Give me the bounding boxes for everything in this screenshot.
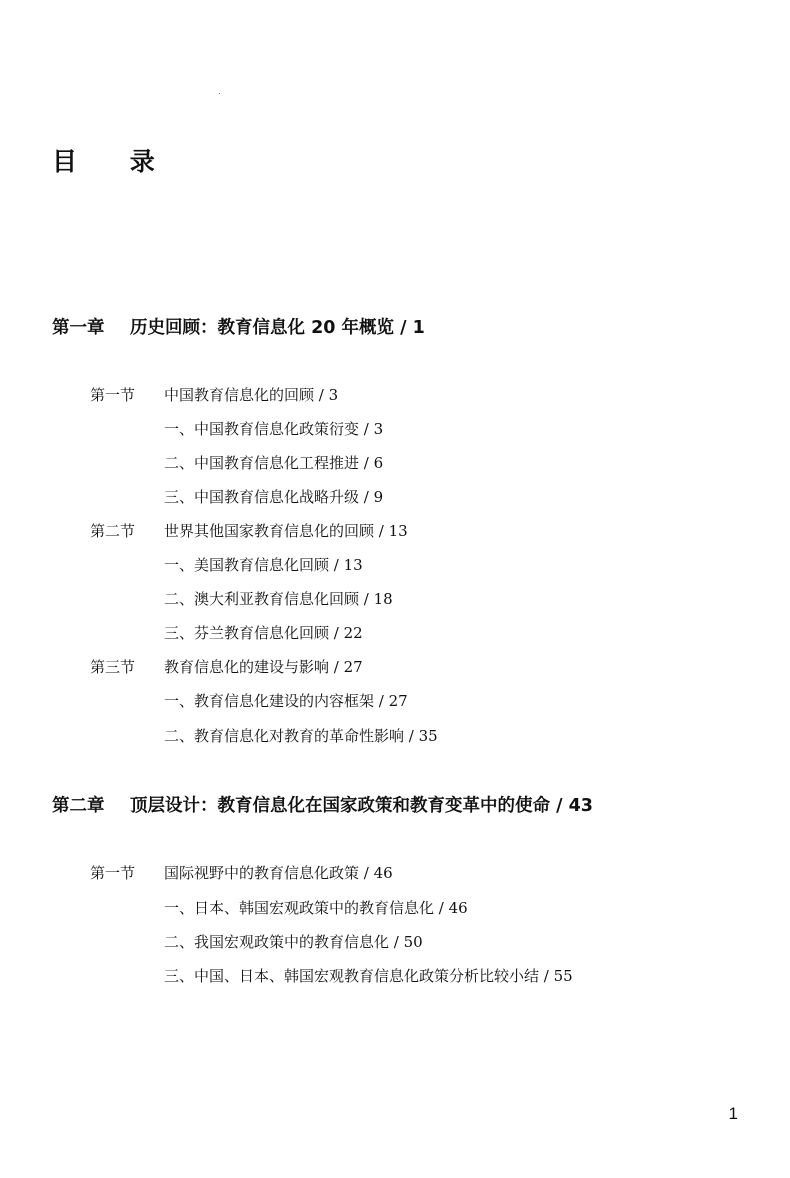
section-heading [90, 862, 393, 884]
scan-speck [219, 93, 220, 94]
section-number: 第一节 [90, 386, 136, 404]
section-heading [90, 384, 338, 406]
chapter-title: 历史回顾：教育信息化 20 年概览 / 1 [130, 318, 425, 338]
page-title: 目 录 [52, 147, 177, 176]
toc-item: 二、澳大利亚教育信息化回顾 / 18 [164, 590, 393, 608]
toc-item: 一、中国教育信息化政策衍变 / 3 [164, 420, 384, 438]
section-title: 国际视野中的教育信息化政策 / 46 [164, 864, 393, 882]
section-number: 第二节 [90, 522, 136, 540]
toc-item: 二、我国宏观政策中的教育信息化 / 50 [164, 933, 423, 951]
section-heading [90, 656, 363, 678]
toc-item: 一、教育信息化建设的内容框架 / 27 [164, 692, 408, 710]
toc-item: 三、中国、日本、韩国宏观教育信息化政策分析比较小结 / 55 [164, 967, 573, 985]
section-title: 教育信息化的建设与影响 / 27 [164, 658, 363, 676]
toc-item: 一、美国教育信息化回顾 / 13 [164, 556, 363, 574]
toc-item: 三、中国教育信息化战略升级 / 9 [164, 488, 384, 506]
chapter-number: 第一章 [52, 318, 105, 338]
chapter-number: 第二章 [52, 796, 105, 816]
toc-item: 三、芬兰教育信息化回顾 / 22 [164, 624, 363, 642]
toc-item: 二、中国教育信息化工程推进 / 6 [164, 454, 384, 472]
chapter-heading [52, 794, 593, 818]
page-number: 1 [728, 1104, 738, 1123]
chapter-heading [52, 316, 425, 340]
toc-item: 二、教育信息化对教育的革命性影响 / 35 [164, 727, 438, 745]
chapter-title: 顶层设计：教育信息化在国家政策和教育变革中的使命 / 43 [130, 796, 593, 816]
section-number: 第三节 [90, 658, 136, 676]
section-title: 世界其他国家教育信息化的回顾 / 13 [164, 522, 408, 540]
section-heading [90, 520, 408, 542]
section-title: 中国教育信息化的回顾 / 3 [164, 386, 339, 404]
toc-item: 一、日本、韩国宏观政策中的教育信息化 / 46 [164, 899, 468, 917]
section-number: 第一节 [90, 864, 136, 882]
